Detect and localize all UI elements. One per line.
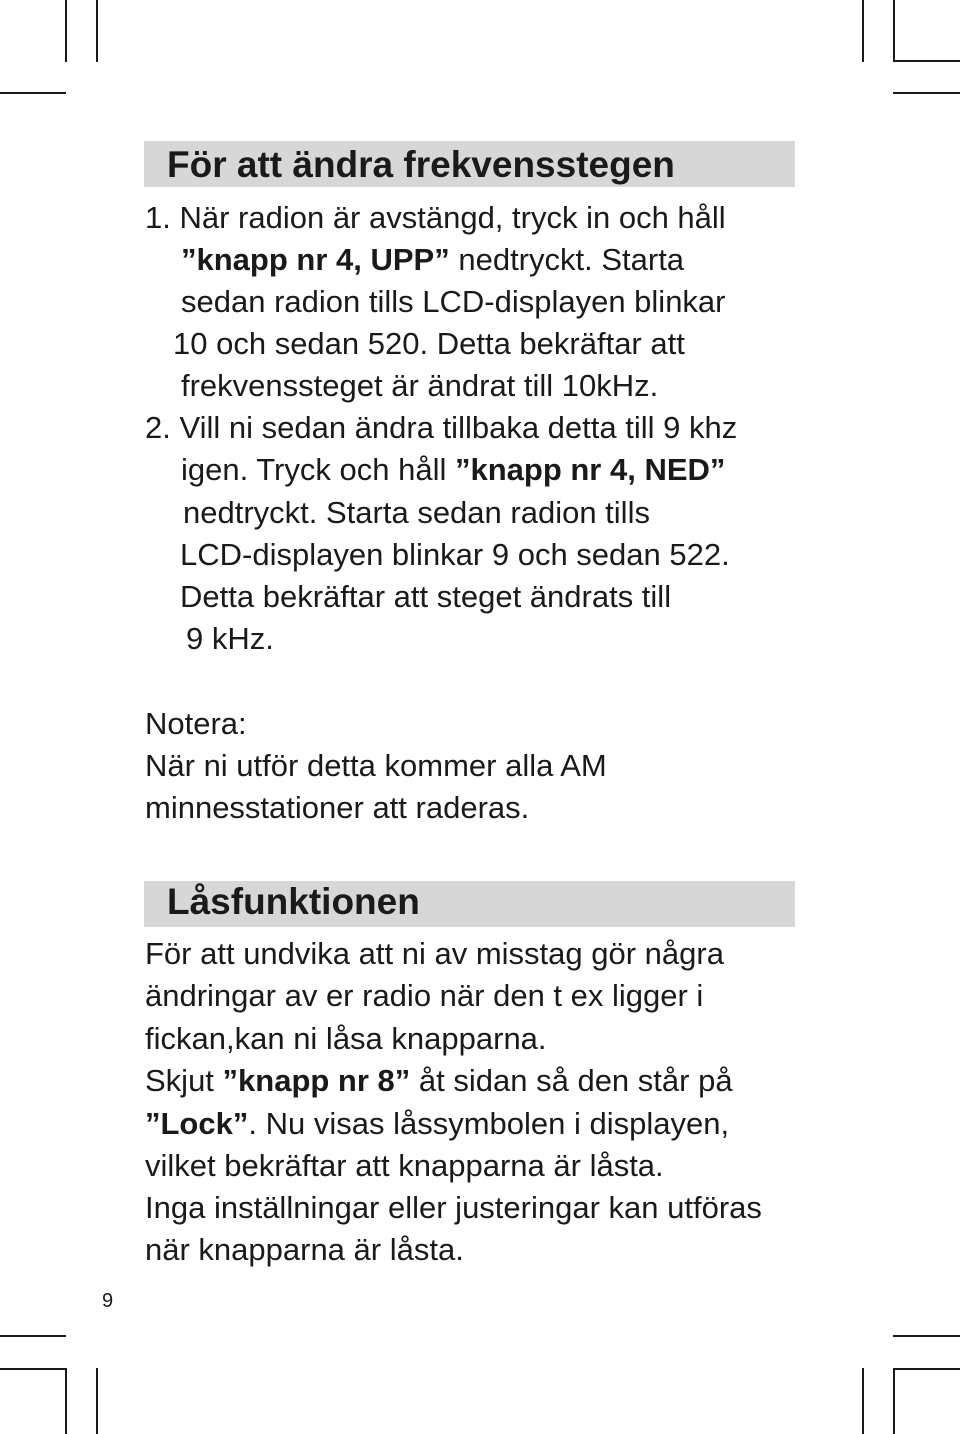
crop-mark: [96, 0, 98, 62]
step-2-line: [181, 449, 725, 491]
lock-text-line: ändringar av er radio när den t ex ligger i: [145, 978, 704, 1013]
lock-text-line: när knapparna är låsta.: [145, 1232, 464, 1267]
crop-mark: [65, 1368, 67, 1434]
text-span: nedtryckt. Starta: [449, 242, 685, 277]
crop-mark: [893, 1335, 960, 1337]
crop-mark: [65, 0, 67, 62]
crop-mark: [0, 1335, 66, 1337]
step-2-line: 2. Vill ni sedan ändra tillbaka detta till 9 khz: [145, 410, 738, 445]
crop-mark: [893, 1368, 960, 1370]
note-line: När ni utför detta kommer alla AM: [145, 748, 607, 783]
crop-mark: [893, 0, 895, 62]
page-number: 9: [102, 1290, 114, 1312]
lock-text-line: [145, 1103, 729, 1145]
crop-mark: [893, 1368, 895, 1434]
crop-mark: [862, 1368, 864, 1434]
section-title-lock: Låsfunktionen: [167, 881, 420, 922]
step-2-line: nedtryckt. Starta sedan radion tills: [183, 495, 650, 530]
text-span: igen. Tryck och håll: [181, 452, 455, 487]
crop-mark: [893, 92, 960, 94]
lock-text-line: Inga inställningar eller justeringar kan utföras: [145, 1190, 762, 1225]
text-span: åt sidan så den står på: [410, 1063, 733, 1098]
button-ref-8: ”knapp nr 8”: [222, 1063, 411, 1098]
step-2-line: Detta bekräftar att steget ändrats till: [180, 579, 672, 614]
button-ref-down: ”knapp nr 4, NED”: [454, 452, 726, 487]
lock-text-line: vilket bekräftar att knapparna är låsta.: [145, 1148, 664, 1183]
step-1-line: sedan radion tills LCD-displayen blinkar: [181, 284, 726, 319]
step-1-line: 1. När radion är avstängd, tryck in och håll: [145, 200, 726, 235]
lock-ref: ”Lock”: [145, 1106, 249, 1141]
crop-mark: [96, 1368, 98, 1434]
lock-text-line: För att undvika att ni av misstag gör några: [145, 936, 724, 971]
crop-mark: [893, 60, 960, 62]
lock-text-line: fickan,kan ni låsa knapparna.: [145, 1021, 547, 1056]
step-2-line: LCD-displayen blinkar 9 och sedan 522.: [180, 537, 730, 572]
button-ref-up: ”knapp nr 4, UPP”: [181, 242, 450, 277]
note-line: minnesstationer att raderas.: [145, 790, 530, 825]
step-1-line: frekvenssteget är ändrat till 10kHz.: [181, 368, 659, 403]
section-title-frequency: För att ändra frekvensstegen: [167, 144, 675, 185]
lock-text-line: [145, 1060, 733, 1102]
crop-mark: [0, 1368, 66, 1370]
note-label: Notera:: [145, 706, 247, 741]
crop-mark: [0, 92, 66, 94]
step-1-line: 10 och sedan 520. Detta bekräftar att: [173, 326, 685, 361]
text-span: Skjut: [145, 1063, 223, 1098]
text-span: . Nu visas låssymbolen i displayen,: [248, 1106, 730, 1141]
crop-mark: [862, 0, 864, 62]
step-2-line: 9 kHz.: [186, 621, 274, 656]
step-1-line: [181, 239, 684, 281]
